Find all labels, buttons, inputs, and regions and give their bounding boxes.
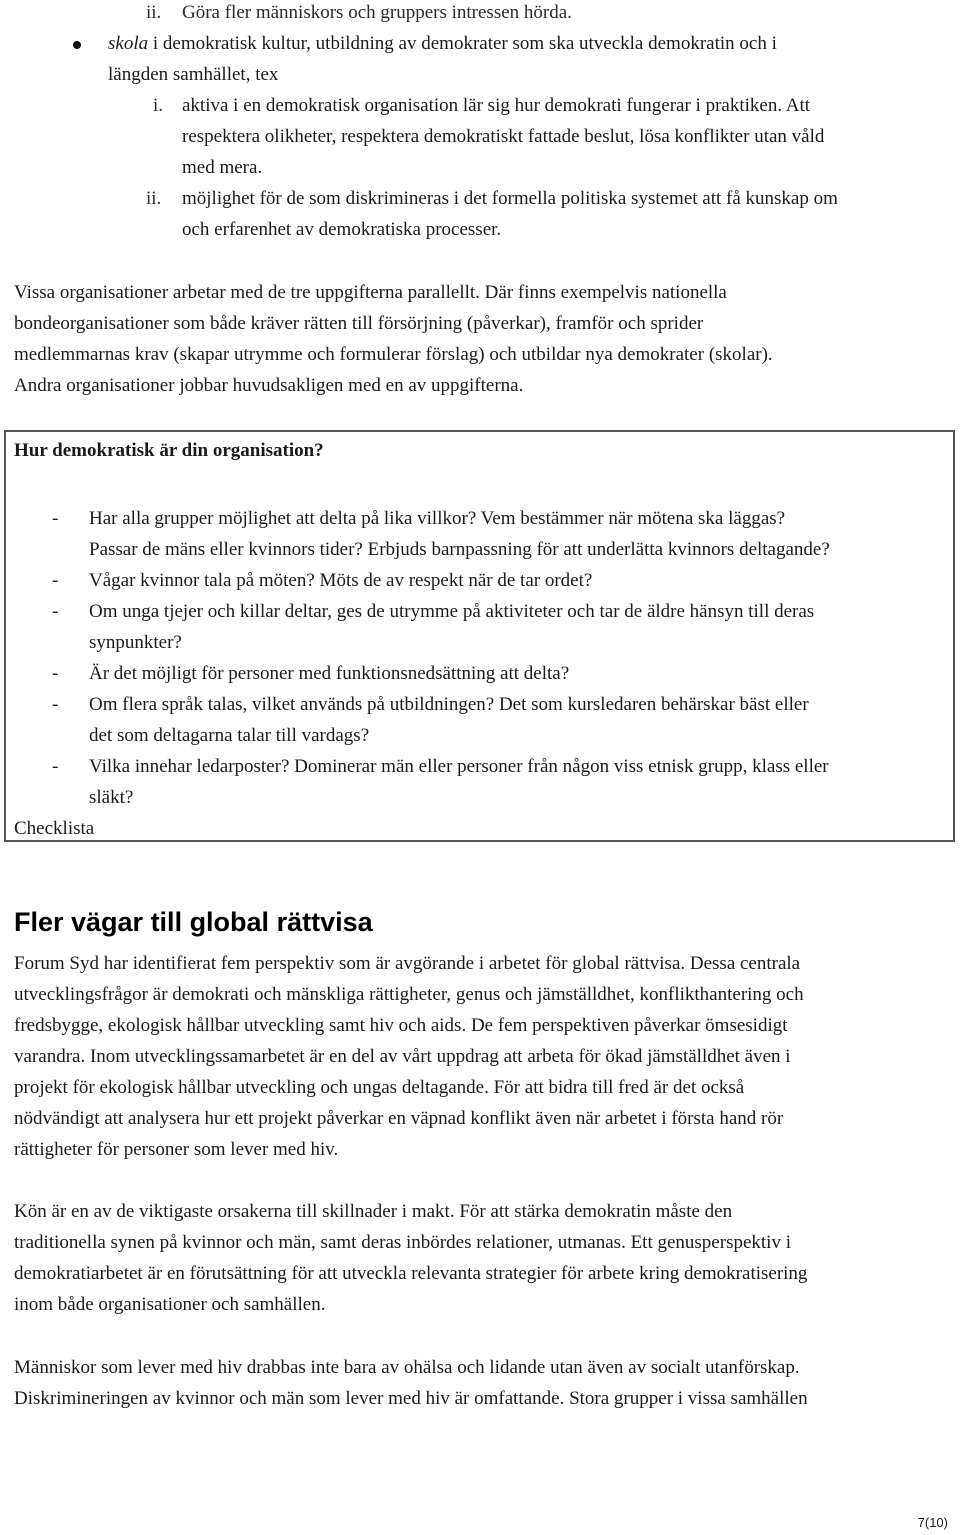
paragraph-line: Andra organisationer jobbar huvudsakligen med en av uppgifterna. [14,375,524,396]
list-marker-ii: ii. [146,2,162,23]
paragraph-line: medlemmarnas krav (skapar utrymme och formulerar förslag) och utbildar nya demokrater (skolar). [14,344,773,365]
section-heading: Fler vägar till global rättvisa [14,907,373,937]
sub-item-i-line: med mera. [182,157,263,178]
section-paragraph-line: Kön är en av de viktigaste orsakerna till skillnader i makt. För att stärka demokratin måste den [14,1201,733,1222]
sub-item-ii-line: möjlighet för de som diskrimineras i det formella politiska systemet att få kunskap om [182,188,838,209]
dash-marker: - [52,570,59,591]
section-paragraph-line: Diskrimineringen av kvinnor och män som lever med hiv är omfattande. Stora grupper i vissa samhällen [14,1388,808,1409]
section-paragraph-line: utvecklingsfrågor är demokrati och mänskliga rättigheter, genus och jämställdhet, konflikthantering och [14,984,804,1005]
paragraph-line: bondeorganisationer som både kräver rätten till försörjning (påverkar), framför och sprider [14,313,704,334]
checklist-item-line: Vågar kvinnor tala på möten? Möts de av respekt när de tar ordet? [89,570,593,591]
checklist-item-line: Är det möjligt för personer med funktionsnedsättning att delta? [89,663,570,684]
dash-marker: - [52,601,59,622]
checklist-item-line: Om unga tjejer och killar deltar, ges de utrymme på aktiviteter och tar de äldre hänsyn till deras [89,601,815,622]
checklist-footer-label: Checklista [14,818,95,839]
dash-marker: - [52,694,59,715]
section-paragraph-line: nödvändigt att analysera hur ett projekt påverkar en väpnad konflikt även när arbetet i första hand rör [14,1108,784,1129]
dash-marker: - [52,756,59,777]
checklist-item-line: Om flera språk talas, vilket används på utbildningen? Det som kursledaren behärskar bäst eller [89,694,809,715]
section-paragraph-line: inom både organisationer och samhällen. [14,1294,326,1315]
checklist-item-line: synpunkter? [89,632,182,653]
checklist-item-line: det som deltagarna talar till vardags? [89,725,370,746]
checklist-title: Hur demokratisk är din organisation? [14,440,324,461]
page-number: 7(10) [917,1515,948,1530]
bullet-item-text-continued: längden samhället, tex [108,64,279,85]
section-paragraph-line: Människor som lever med hiv drabbas inte bara av ohälsa och lidande utan även av socialt utanförskap. [14,1357,800,1378]
checklist-item-line: Vilka innehar ledarposter? Dominerar män eller personer från någon viss etnisk grupp, klass eller [89,756,829,777]
list-item-text: Göra fler människors och gruppers intressen hörda. [182,2,572,23]
checklist-item-line: Har alla grupper möjlighet att delta på lika villkor? Vem bestämmer när mötena ska läggas? [89,508,786,529]
sub-item-i-line: aktiva i en demokratisk organisation lär sig hur demokrati fungerar i praktiken. Att [182,95,811,116]
section-paragraph-line: Forum Syd har identifierat fem perspektiv som är avgörande i arbetet för global rättvisa. Dessa centrala [14,953,801,974]
bullet-item-skola [108,33,777,55]
section-paragraph-line: rättigheter för personer som lever med hiv. [14,1139,339,1160]
checklist-item-line: släkt? [89,787,134,808]
checklist-item-line: Passar de mäns eller kvinnors tider? Erbjuds barnpassning för att underlätta kvinnors deltagande? [89,539,830,560]
dash-marker: - [52,663,59,684]
list-marker-i: i. [153,95,164,116]
section-paragraph-line: varandra. Inom utvecklingssamarbetet är en del av vårt uppdrag att arbeta för ökad jämställdhet även i [14,1046,791,1067]
sub-item-ii-line: och erfarenhet av demokratiska processer. [182,219,502,240]
sub-item-i-line: respektera olikheter, respektera demokratiskt fattade beslut, lösa konflikter utan våld [182,126,825,147]
emphasis-skola: skola [108,33,149,54]
bullet-item-text: i demokratisk kultur, utbildning av demokrater som ska utveckla demokratin och i [148,33,777,54]
section-paragraph-line: projekt för ekologisk hållbar utveckling och ungas deltagande. För att bidra till fred är det också [14,1077,745,1098]
dash-marker: - [52,508,59,529]
section-paragraph-line: demokratiarbetet är en förutsättning för att utveckla relevanta strategier för arbete kring demokratisering [14,1263,808,1284]
paragraph-line: Vissa organisationer arbetar med de tre uppgifterna parallellt. Där finns exempelvis nationella [14,282,727,303]
bullet-icon [73,41,81,49]
section-paragraph-line: fredsbygge, ekologisk hållbar utveckling samt hiv och aids. De fem perspektiven påverkar ömsesidigt [14,1015,788,1036]
list-marker-ii: ii. [146,188,162,209]
section-paragraph-line: traditionella synen på kvinnor och män, samt deras inbördes relationer, utmanas. Ett genusperspektiv i [14,1232,791,1253]
